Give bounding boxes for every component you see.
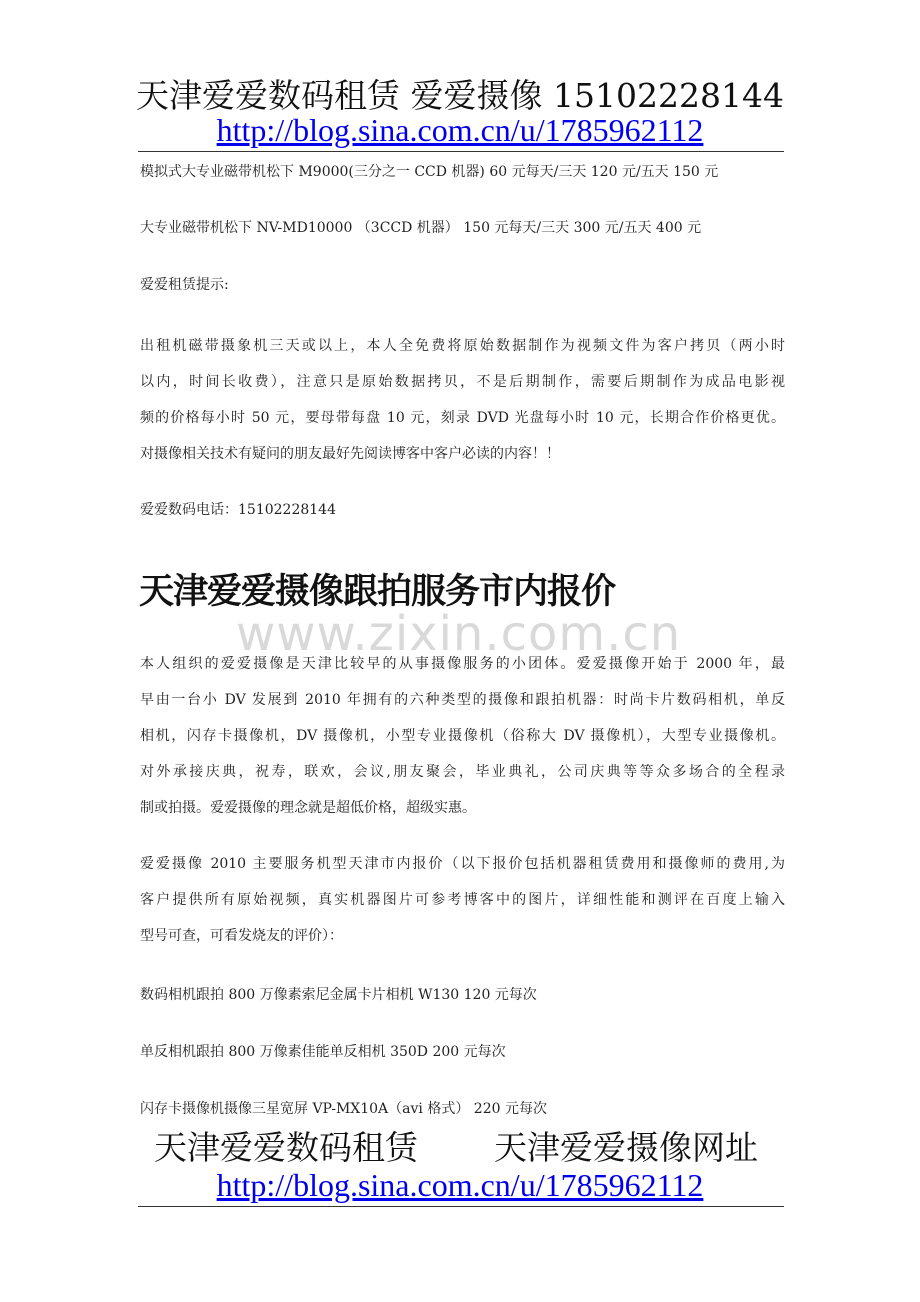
header-divider <box>138 151 784 152</box>
tip-line: 以内，时间长收费），注意只是原始数据拷贝，不是后期制作，需要后期制作为成品电影视 <box>140 374 785 390</box>
section-heading: 天津爱爱摄像跟拍服务市内报价 <box>139 572 616 612</box>
rental-price-md10000 <box>140 213 785 243</box>
price-w130-text: 数码相机跟拍 800 万像素索尼金属卡片相机 W130 120 元每次 <box>140 987 537 1003</box>
phone-line <box>140 495 785 525</box>
tip-line: 对摄像相关技术有疑问的朋友最好先阅读博客中客户必读的内容！！ <box>140 446 560 462</box>
footer-blog-link[interactable]: http://blog.sina.com.cn/u/1785962112 <box>216 1167 704 1203</box>
intro-paragraph <box>140 646 785 826</box>
rental-price-m9000 <box>140 157 785 187</box>
tip-line: 频的价格每小时 50 元，要母带每盘 10 元，刻录 DVD 光盘每小时 10 元，长期合作价格更优。 <box>140 410 785 426</box>
tip-title <box>140 270 785 300</box>
watermark: www.zixin.com.cn <box>236 606 682 662</box>
header-blog-link[interactable]: http://blog.sina.com.cn/u/1785962112 <box>216 112 704 148</box>
phone-text: 爱爱数码电话：15102228144 <box>140 502 336 518</box>
footer-divider <box>138 1206 784 1207</box>
footer-left-title: 天津爱爱数码租赁 <box>154 1128 418 1167</box>
service-line: 型号可查，可看发烧友的评价）： <box>140 928 343 944</box>
intro-line: 本人组织的爱爱摄像是天津比较早的从事摄像服务的小团体。爱爱摄像开始于 2000 年，最 <box>140 656 785 672</box>
price-mx10a-text: 闪存卡摄像机摄像三星宽屏 VP-MX10A（avi 格式） 220 元每次 <box>140 1101 547 1117</box>
header-title: 天津爱爱数码租赁 爱爱摄像 15102228144 <box>136 76 784 115</box>
price-350d-text: 单反相机跟拍 800 万像素佳能单反相机 350D 200 元每次 <box>140 1044 506 1060</box>
intro-line: 早由一台小 DV 发展到 2010 年拥有的六种类型的摄像和跟拍机器：时尚卡片数码相机，单反 <box>140 692 785 708</box>
footer-right-title: 天津爱爱摄像网址 <box>494 1128 758 1167</box>
rental-price-m9000-text: 模拟式大专业磁带机松下 M9000(三分之一 CCD 机器) 60 元每天/三天 120 元/五天 150 元 <box>140 164 719 180</box>
rental-price-md10000-text: 大专业磁带机松下 NV-MD10000 （3CCD 机器） 150 元每天/三天 300 元/五天 400 元 <box>140 220 702 236</box>
intro-line: 相机，闪存卡摄像机，DV 摄像机，小型专业摄像机（俗称大 DV 摄像机），大型专业摄像机。 <box>140 728 785 744</box>
service-line: 客户提供所有原始视频，真实机器图片可参考博客中的图片，详细性能和测评在百度上输入 <box>140 892 785 908</box>
service-paragraph <box>140 846 785 954</box>
tip-line: 出租机磁带摄象机三天或以上，本人全免费将原始数据制作为视频文件为客户拷贝（两小时 <box>140 338 785 354</box>
tip-paragraph <box>140 328 785 472</box>
intro-line: 制或拍摄。爱爱摄像的理念就是超低价格，超级实惠。 <box>140 800 476 816</box>
tip-title-text: 爱爱租赁提示: <box>140 277 229 293</box>
price-w130 <box>140 980 785 1010</box>
intro-line: 对外承接庆典，祝寿，联欢，会议,朋友聚会，毕业典礼，公司庆典等等众多场合的全程录 <box>140 764 785 780</box>
price-mx10a <box>140 1094 785 1124</box>
service-line: 爱爱摄像 2010 主要服务机型天津市内报价（以下报价包括机器租赁费用和摄像师的费用,为 <box>140 856 785 872</box>
price-350d <box>140 1037 785 1067</box>
